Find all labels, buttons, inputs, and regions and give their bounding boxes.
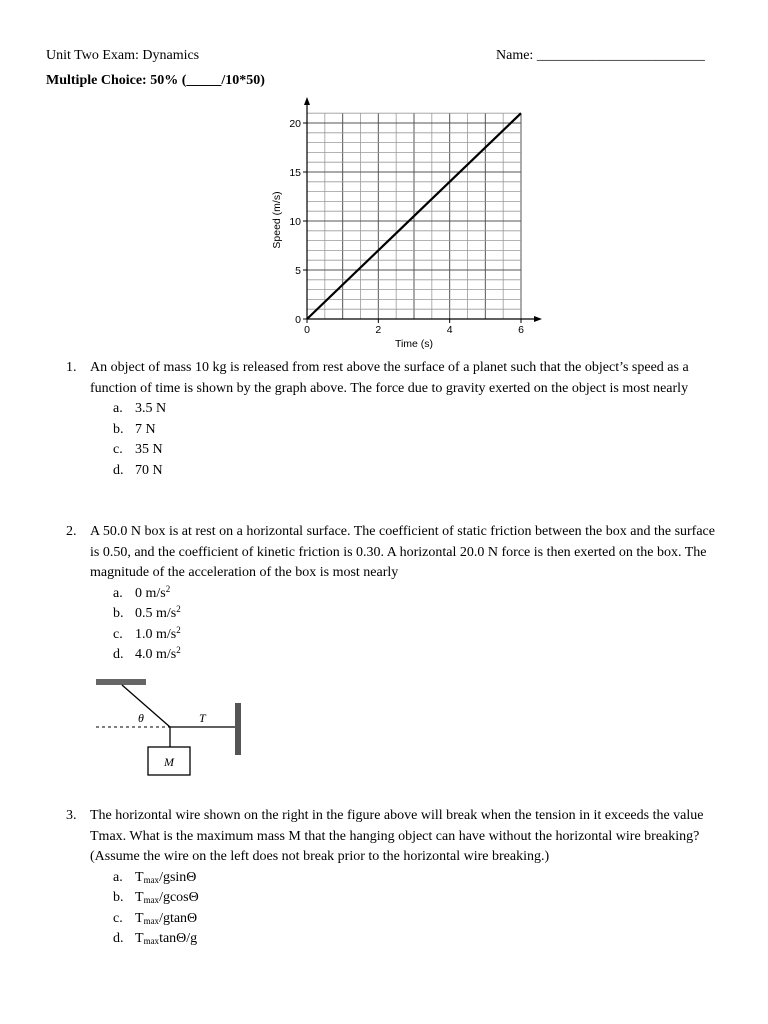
y-tick-label: 15	[289, 167, 301, 179]
x-tick-label: 6	[518, 324, 524, 336]
option-b: b. 0.5 $m/s^2$	[113, 604, 181, 621]
question-number: 3.	[66, 808, 77, 823]
option-a: a. $T_{max}$/gsinΘ	[113, 869, 197, 885]
option-b: b. 7 N	[113, 421, 156, 437]
y-tick-label: 10	[289, 216, 301, 228]
question-3	[66, 806, 726, 950]
question-number: 1.	[66, 360, 77, 375]
hanging-mass-diagram	[90, 674, 250, 784]
question-number: 2.	[66, 524, 77, 539]
y-axis-label: Speed (m/s)	[271, 191, 283, 249]
mass-label: M	[164, 755, 174, 769]
left-wire	[122, 685, 170, 727]
option-a: a. 3.5 N	[113, 401, 167, 416]
section-title: Multiple Choice: 50% (_____/10*50)	[46, 73, 265, 88]
option-c: c. 1.0 $m/s^2$	[113, 624, 181, 642]
name-field-label: Name: ________________________	[496, 48, 705, 63]
ceiling-support	[96, 679, 146, 685]
y-tick-label: 5	[295, 265, 301, 277]
option-d: d. 4.0 $m/s^2$	[113, 645, 181, 662]
question-stem: The horizontal wire shown on the right in the figure above will break when the tension in it exceeds the value Tmax. What is the maximum mass M that the hanging object can have without the horizontal wire breaking? (Assume the wire on the left does not break prior to the horizontal wire breaking.)	[90, 808, 704, 864]
x-tick-label: 0	[304, 324, 310, 336]
option-b: b. $T_{max}$/gcosΘ	[113, 890, 199, 905]
option-a: a. 0 $m/s^2$	[113, 583, 171, 601]
option-d: d. 70 N	[113, 462, 163, 478]
question-stem: A 50.0 N box is at rest on a horizontal surface. The coefficient of static friction between the box and the surface is 0.50, and the coefficient of kinetic friction is 0.30. A horizontal 20.0 N force is then exerted on the box. The magnitude of the acceleration of the box is most nearly	[90, 524, 715, 580]
question-stem: An object of mass 10 kg is released from rest above the surface of a planet such that the object’s speed as a function of time is shown by the graph above. The force due to gravity exerted on the object is most nearly	[90, 360, 689, 396]
x-tick-label: 2	[375, 324, 382, 336]
x-tick-label: 4	[446, 324, 453, 336]
x-axis-label: Time (s)	[394, 338, 434, 350]
question-2	[66, 522, 726, 666]
wall-support	[235, 703, 241, 755]
question-1	[66, 358, 726, 481]
theta-label: θ	[138, 711, 144, 725]
y-tick-label: 20	[289, 118, 301, 130]
exam-title: Unit Two Exam: Dynamics	[46, 48, 200, 63]
speed-time-chart	[262, 96, 552, 352]
y-tick-label: 0	[295, 314, 301, 326]
option-c: c. 35 N	[113, 442, 163, 457]
option-d: d. $T_{max}\tan\Theta/g$	[113, 931, 198, 946]
option-c: c. $T_{max}$/gtanΘ	[113, 910, 198, 926]
tension-label: T	[199, 711, 206, 725]
